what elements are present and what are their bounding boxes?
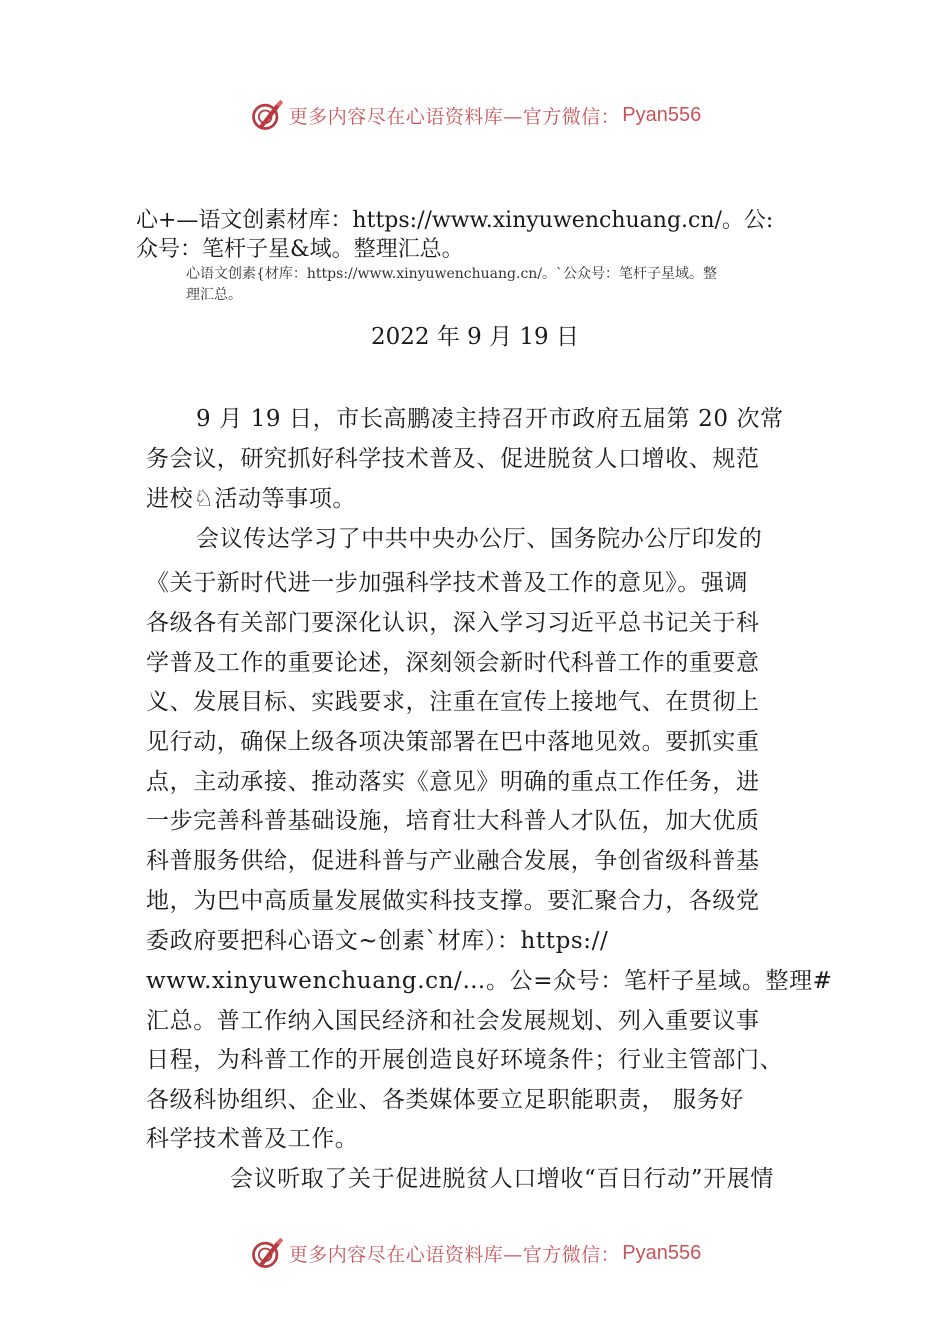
body-line: 《关于新时代进一步加强科学技术普及工作的意见》。强调 bbox=[146, 570, 749, 596]
watermark-wechat-id: Pyan556 bbox=[622, 1241, 702, 1264]
watermark-wechat-id: Pyan556 bbox=[622, 103, 702, 126]
body-line: 会议传达学习了中共中央办公厅、国务院办公厅印发的 bbox=[196, 526, 763, 552]
watermark-banner-bottom bbox=[0, 1233, 950, 1273]
header-small-line-1: 心语文创素{材库：https://www.xinyuwenchuang.cn/。`公众号：笔杆子星域。整 bbox=[186, 266, 718, 282]
body-line: 委政府要把科心语文~创素`材库）：https:// bbox=[146, 928, 609, 954]
body-line: 各级各有关部门要深化认识，深入学习习近平总书记关于科 bbox=[146, 610, 760, 636]
header-small-line-2: 理汇总。 bbox=[186, 287, 242, 303]
body-line: 科普服务供给，促进科普与产业融合发展，争创省级科普基 bbox=[146, 848, 760, 874]
body-line: 会议听取了关于促进脱贫人口增收“百日行动”开展情 bbox=[230, 1166, 774, 1192]
body-line: www.xinyuwenchuang.cn/…。公=众号：笔杆子星域。整理# bbox=[146, 968, 833, 994]
pen-logo-icon bbox=[249, 1235, 285, 1271]
body-line: 一步完善科普基础设施，培育壮大科普人才队伍，加大优质 bbox=[146, 808, 760, 834]
body-line: 点，主动承接、推动落实《意见》明确的重点工作任务，进 bbox=[146, 769, 760, 795]
watermark-text: 更多内容尽在心语资料库—官方微信： bbox=[288, 105, 621, 128]
body-line: 各级科协组织、企业、各类媒体要立足职能职责， 服务好 bbox=[146, 1087, 744, 1113]
body-line: 日程，为科普工作的开展创造良好环境条件；行业主管部门、 bbox=[146, 1047, 784, 1073]
body-line: 地，为巴中高质量发展做实科技支撑。要汇聚合力，各级党 bbox=[146, 888, 760, 914]
watermark-text: 更多内容尽在心语资料库—官方微信： bbox=[288, 1243, 621, 1266]
body-line: 汇总。普工作纳入国民经济和社会发展规划、列入重要议事 bbox=[146, 1008, 760, 1034]
watermark-banner-top bbox=[0, 95, 950, 135]
header-line-1: 心+—语文创素材库：https://www.xinyuwenchuang.cn/。公: bbox=[136, 208, 774, 233]
body-line: 学普及工作的重要论述，深刻领会新时代科普工作的重要意 bbox=[146, 650, 760, 676]
body-line: 义、发展目标、实践要求，注重在宣传上接地气、在贯彻上 bbox=[146, 689, 760, 715]
body-line: 见行动，确保上级各项决策部署在巴中落地见效。要抓实重 bbox=[146, 729, 760, 755]
body-line: 进校♘活动等事项。 bbox=[146, 486, 357, 512]
body-line: 务会议，研究抓好科学技术普及、促进脱贫人口增收、规范 bbox=[146, 446, 760, 472]
body-line: 科学技术普及工作。 bbox=[146, 1126, 359, 1152]
header-line-2: 众号：笔杆子星&域。整理汇总。 bbox=[136, 237, 464, 262]
document-date: 2022 年 9 月 19 日 bbox=[371, 324, 579, 350]
pen-logo-icon bbox=[249, 97, 285, 133]
body-line: 9 月 19 日，市长高鹏凌主持召开市政府五届第 20 次常 bbox=[196, 406, 784, 432]
